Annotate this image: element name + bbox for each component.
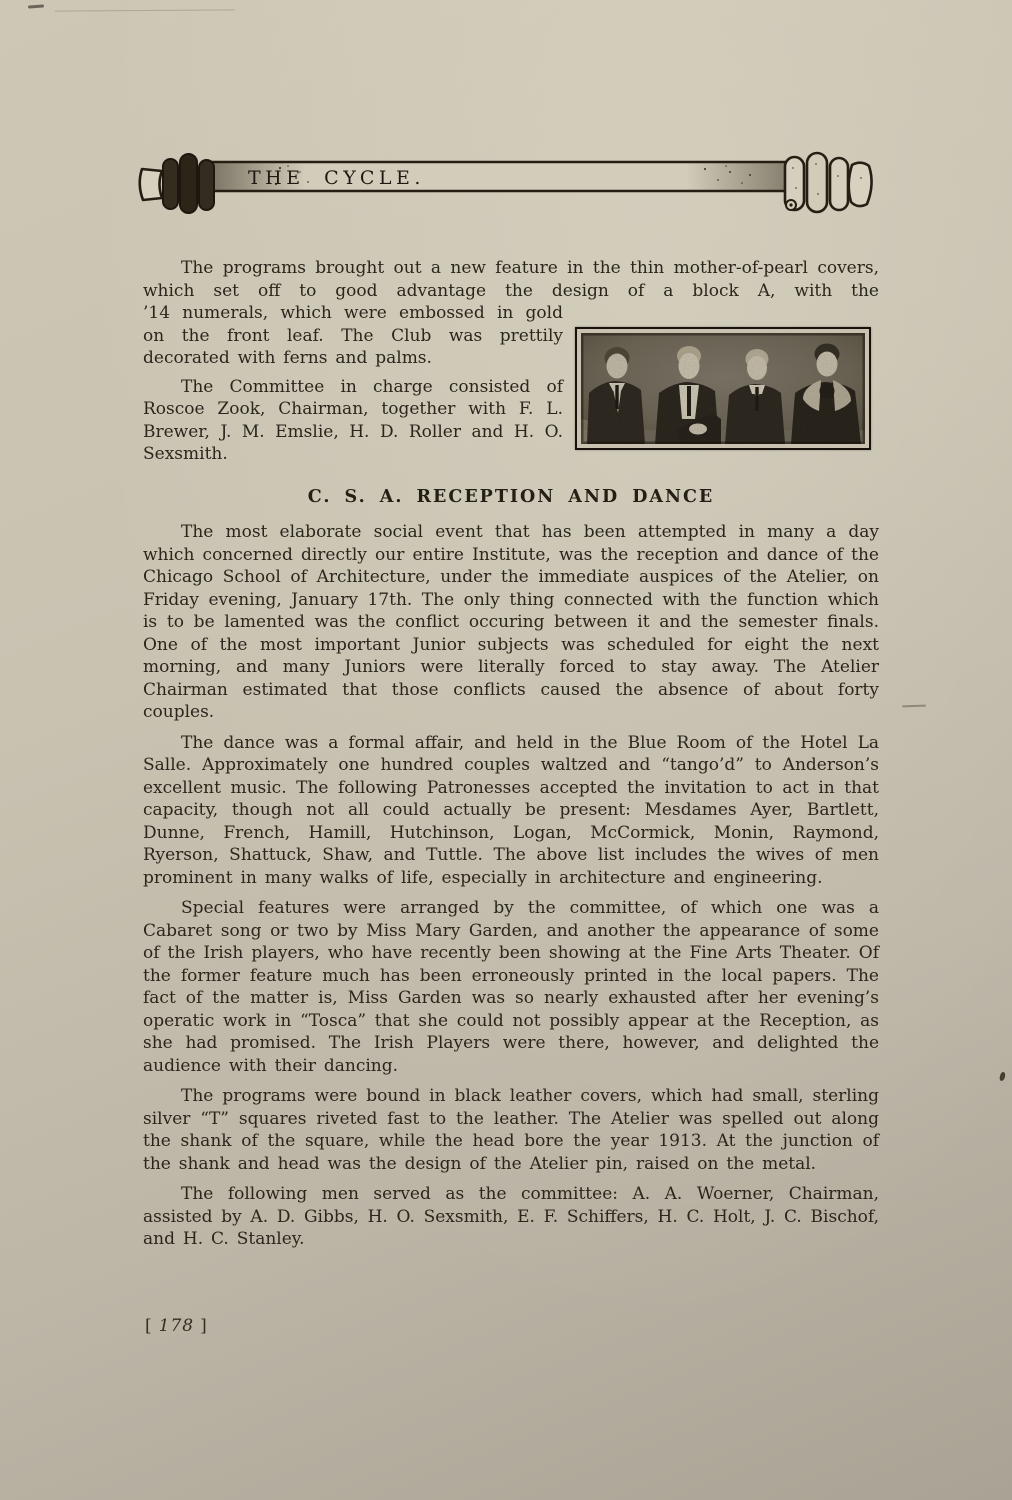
body-column <box>143 521 879 1259</box>
body-paragraph-5: The following men served as the committee: A. A. Woerner, Chairman, assisted by A. D. Gibbs, H. O. Sexsmith, E. F. Schiffers, H. C. Holt, J. C. Bischof, and H. C. Stanley. <box>143 1184 879 1249</box>
page-number-value: 178 <box>158 1316 195 1336</box>
committee-paragraph: The Committee in charge consisted of Roscoe Zook, Chairman, together with F. L. Brewer, J. M. Emslie, H. D. Roller and H. O. Sexsmith. <box>143 376 563 464</box>
section-heading: C. S. A. RECEPTION AND DANCE <box>307 487 715 507</box>
scan-artifact-top-dash <box>28 4 44 8</box>
intro-paragraph-lead <box>143 257 879 302</box>
page-number <box>145 1316 208 1336</box>
page-number-bracket-close: ] <box>200 1316 208 1336</box>
scroll-ornament-left-icon <box>140 154 214 213</box>
page-header-banner <box>130 148 890 233</box>
intro-paragraph-continuation: ’14 numerals, which were embossed in gold on the front leaf. The Club was prettily decorated with ferns and palms. <box>143 303 563 368</box>
banner-title: THE CYCLE. <box>248 167 425 189</box>
body-paragraph-2: The dance was a formal affair, and held in the Blue Room of the Hotel La Salle. Approximately one hundred couples waltzed and “tango’d” to Anderson’s excellent music. The following Patronesses accepted the invitation to act in that capacity, though not all could actually be present: Mesdames Ayer, Bartlett, Dunne, French, Hamill, Hutchinson, Logan, McCormick, Monin, Raymond, Ryerson, Shattuck, Shaw, and Tuttle. The above list includes the wives of men prominent in many walks of life, especially in architecture and engineering. <box>143 732 879 888</box>
scan-artifact-top-line <box>55 9 235 11</box>
intro-wrap-column <box>143 302 563 466</box>
body-paragraph-3: Special features were arranged by the committee, of which one was a Cabaret song or two by Miss Mary Garden, and another the appearance of some of the Irish players, who have recently been showing at the Fine Arts Theater. Of the former feature much has been erroneously printed in the local papers. The fact of the matter is, Miss Garden was so nearly exhausted after her evening’s operatic work in “Tosca” that she could not possibly appear at the Reception, as she had promised. The Irish Players were there, however, and delighted the audience with their dancing. <box>143 898 879 1076</box>
page-number-bracket-open: [ <box>145 1316 153 1336</box>
intro-paragraph-lead-text: The programs brought out a new feature in the thin mother-of-pearl covers, which set off to good advantage the design of a block A, with the <box>143 258 879 301</box>
scroll-ornament-right-icon <box>785 153 872 212</box>
scan-artifact-margin-speck <box>999 1072 1006 1082</box>
scan-artifact-margin-dash <box>902 705 926 708</box>
committee-photo <box>575 327 871 450</box>
body-paragraph-1: The most elaborate social event that has been attempted in many a day which concerned directly our entire Institute, was the reception and dance of the Chicago School of Architecture, under the immediate auspices of the Atelier, on Friday evening, January 17th. The only thing connected with the function which is to be lamented was the conflict occuring between it and the semester finals. One of the most important Junior subjects was scheduled for eight the next morning, and many Juniors were literally forced to stay away. The Atelier Chairman estimated that those conflicts caused the absence of about forty couples. <box>143 522 879 722</box>
body-paragraph-4: The programs were bound in black leather covers, which had small, sterling silver “T” squares riveted fast to the leather. The Atelier was spelled out along the shank of the square, while the head bore the year 1913. At the junction of the shank and head was the design of the Atelier pin, raised on the metal. <box>143 1086 879 1174</box>
